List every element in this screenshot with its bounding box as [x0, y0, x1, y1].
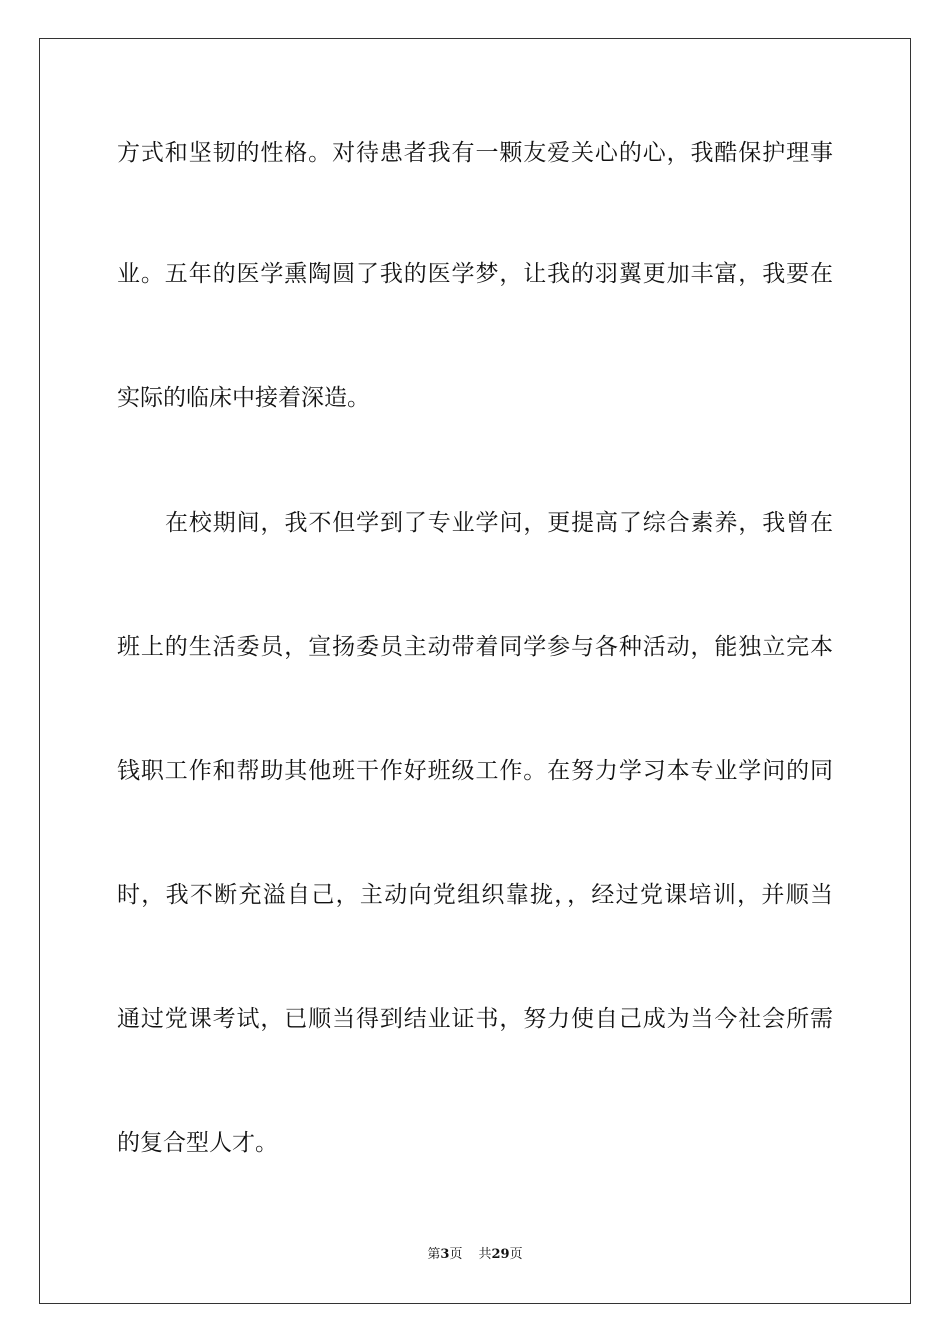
text-line-1: 方式和坚韧的性格。对待患者我有一颗友爱关心的心，我酷保护理事 [117, 140, 833, 166]
footer-total-prefix: 共 [478, 1247, 492, 1262]
text-line-2: 业。五年的医学熏陶圆了我的医学梦，让我的羽翼更加丰富，我要在 [117, 261, 833, 287]
footer-page-prefix: 第 [427, 1247, 441, 1262]
footer-page-number: 3 [440, 1247, 450, 1262]
footer-total-pages: 29 [491, 1247, 510, 1262]
text-line-4: 在校期间，我不但学到了专业学问，更提高了综合素养，我曾在 [165, 510, 833, 536]
footer-page-suffix: 页 [449, 1247, 463, 1262]
text-line-3: 实际的临床中接着深造。 [117, 385, 370, 411]
text-line-5: 班上的生活委员，宣扬委员主动带着同学参与各种活动，能独立完本 [117, 634, 833, 660]
footer-total-suffix: 页 [509, 1247, 523, 1262]
text-line-6: 钱职工作和帮助其他班干作好班级工作。在努力学习本专业学问的同 [117, 758, 833, 784]
page-frame [39, 38, 911, 1304]
page-footer [0, 1246, 950, 1264]
text-line-7: 时，我不断充溢自己，主动向党组织靠拢，，经过党课培训，并顺当 [117, 882, 833, 908]
text-line-9: 的复合型人才。 [117, 1130, 278, 1156]
text-line-8: 通过党课考试，已顺当得到结业证书，努力使自己成为当今社会所需 [117, 1006, 833, 1032]
